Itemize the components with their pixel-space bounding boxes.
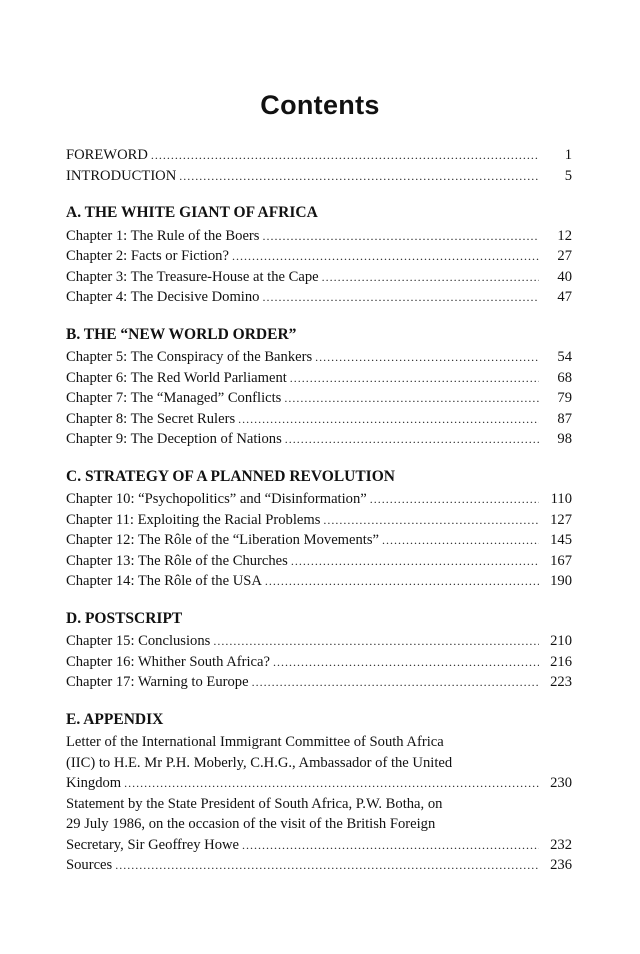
dot-leader: [213, 631, 539, 652]
entry-label: Chapter 14: The Rôle of the USA: [66, 573, 262, 589]
dot-leader: [382, 530, 539, 551]
dot-leader: [370, 489, 539, 510]
entry-label: Kingdom: [66, 775, 122, 791]
toc-entry: [66, 551, 572, 572]
entry-label: Chapter 2: Facts or Fiction?: [66, 248, 229, 264]
entry-page-number: 12: [557, 227, 572, 244]
entry-page-number: 167: [550, 552, 572, 569]
toc-entry: [66, 571, 572, 592]
dot-leader: [151, 145, 539, 166]
toc-entry-sources: [66, 855, 572, 876]
entry-label: Chapter 4: The Decisive Domino: [66, 289, 260, 305]
entry-label: Chapter 6: The Red World Parliament: [66, 369, 287, 386]
entry-label: Sources: [66, 857, 113, 873]
entry-label: Chapter 1: The Rule of the Boers: [66, 227, 260, 244]
dot-leader: [262, 287, 539, 308]
section-heading-d: D. POSTSCRIPT: [66, 609, 183, 627]
entry-page-number: 190: [550, 573, 572, 589]
entry-page-number: 68: [557, 369, 572, 386]
entry-label: Chapter 9: The Deception of Nations: [66, 431, 282, 447]
section-heading-e: E. APPENDIX: [66, 710, 164, 728]
toc-entry: [66, 267, 572, 288]
toc-entry: [66, 631, 572, 652]
dot-leader: [273, 652, 539, 673]
toc-entry: [66, 368, 572, 389]
entry-label: Chapter 17: Warning to Europe: [66, 674, 249, 690]
entry-page-number: 145: [550, 532, 572, 548]
section-heading-b: B. THE “NEW WORLD ORDER”: [66, 325, 297, 343]
entry-page-number: 223: [550, 674, 572, 690]
entry-label: Chapter 7: The “Managed” Conflicts: [66, 390, 282, 406]
appendix-statement-line: Statement by the State President of South Africa, P.W. Botha, on: [66, 795, 443, 812]
entry-page-number: 79: [557, 390, 572, 406]
dot-leader: [115, 855, 539, 876]
entry-page-number: 98: [557, 431, 572, 447]
dot-leader: [262, 226, 539, 247]
entry-page-number: 54: [557, 349, 572, 365]
entry-label: Chapter 10: “Psychopolitics” and “Disinformation”: [66, 491, 367, 507]
dot-leader: [322, 267, 539, 288]
entry-page-number: 232: [550, 836, 572, 853]
appendix-letter-line: Letter of the International Immigrant Committee of South Africa: [66, 734, 444, 750]
dot-leader: [315, 347, 539, 368]
entry-page-number: 216: [550, 653, 572, 670]
dot-leader: [285, 429, 539, 450]
entry-label: Chapter 11: Exploiting the Racial Problems: [66, 511, 321, 528]
entry-page-number: 236: [550, 857, 572, 873]
entry-page-number: 47: [557, 289, 572, 305]
entry-label: Chapter 12: The Rôle of the “Liberation Movements”: [66, 532, 380, 548]
toc-entry: [66, 409, 572, 430]
entry-label: Secretary, Sir Geoffrey Howe: [66, 836, 240, 853]
appendix-statement-line: 29 July 1986, on the occasion of the visit of the British Foreign: [66, 816, 436, 832]
toc-entry-appendix-statement: [66, 835, 572, 856]
dot-leader: [242, 835, 539, 856]
entry-page-number: 230: [550, 775, 572, 791]
entry-label: Chapter 16: Whither South Africa?: [66, 653, 270, 670]
entry-label: Chapter 13: The Rôle of the Churches: [66, 552, 288, 569]
dot-leader: [232, 246, 539, 267]
entry-label: Chapter 15: Conclusions: [66, 633, 211, 649]
toc-entry: [66, 672, 572, 693]
page-title: Contents: [260, 90, 380, 120]
dot-leader: [265, 571, 539, 592]
entry-page-number: 110: [550, 491, 572, 507]
toc-entry: [66, 287, 572, 308]
toc-entry: [66, 246, 572, 267]
entry-label: FOREWORD: [66, 147, 148, 163]
entry-label: Chapter 3: The Treasure-House at the Cape: [66, 268, 319, 285]
toc-entry: [66, 388, 572, 409]
toc-entry: [66, 226, 572, 247]
toc-entry: [66, 652, 572, 673]
appendix-letter-line: (IIC) to H.E. Mr P.H. Moberly, C.H.G., Ambassador of the United: [66, 754, 453, 771]
entry-page-number: 1: [564, 147, 572, 163]
toc-entry: [66, 510, 572, 531]
dot-leader: [284, 388, 539, 409]
toc-entry-introduction: [66, 166, 572, 187]
dot-leader: [179, 166, 539, 187]
toc-entry: [66, 347, 572, 368]
toc-entry-appendix-letter: [66, 773, 572, 794]
dot-leader: [252, 672, 539, 693]
toc-entry-foreword: [66, 145, 572, 166]
entry-page-number: 27: [557, 248, 572, 264]
entry-label: Chapter 5: The Conspiracy of the Bankers: [66, 349, 313, 365]
toc-entry: [66, 489, 572, 510]
entry-label: Chapter 8: The Secret Rulers: [66, 410, 236, 427]
toc-entry: [66, 429, 572, 450]
entry-page-number: 87: [557, 410, 572, 427]
dot-leader: [290, 368, 539, 389]
toc-entry: [66, 530, 572, 551]
dot-leader: [323, 510, 539, 531]
table-of-contents: [66, 145, 572, 876]
entry-page-number: 40: [557, 268, 572, 285]
section-heading-c: C. STRATEGY OF A PLANNED REVOLUTION: [66, 467, 395, 485]
dot-leader: [291, 551, 539, 572]
dot-leader: [238, 409, 539, 430]
entry-page-number: 127: [550, 511, 572, 528]
entry-label: INTRODUCTION: [66, 167, 177, 184]
entry-page-number: 5: [564, 167, 572, 184]
entry-page-number: 210: [550, 633, 572, 649]
section-heading-a: A. THE WHITE GIANT OF AFRICA: [66, 204, 318, 221]
dot-leader: [124, 773, 539, 794]
